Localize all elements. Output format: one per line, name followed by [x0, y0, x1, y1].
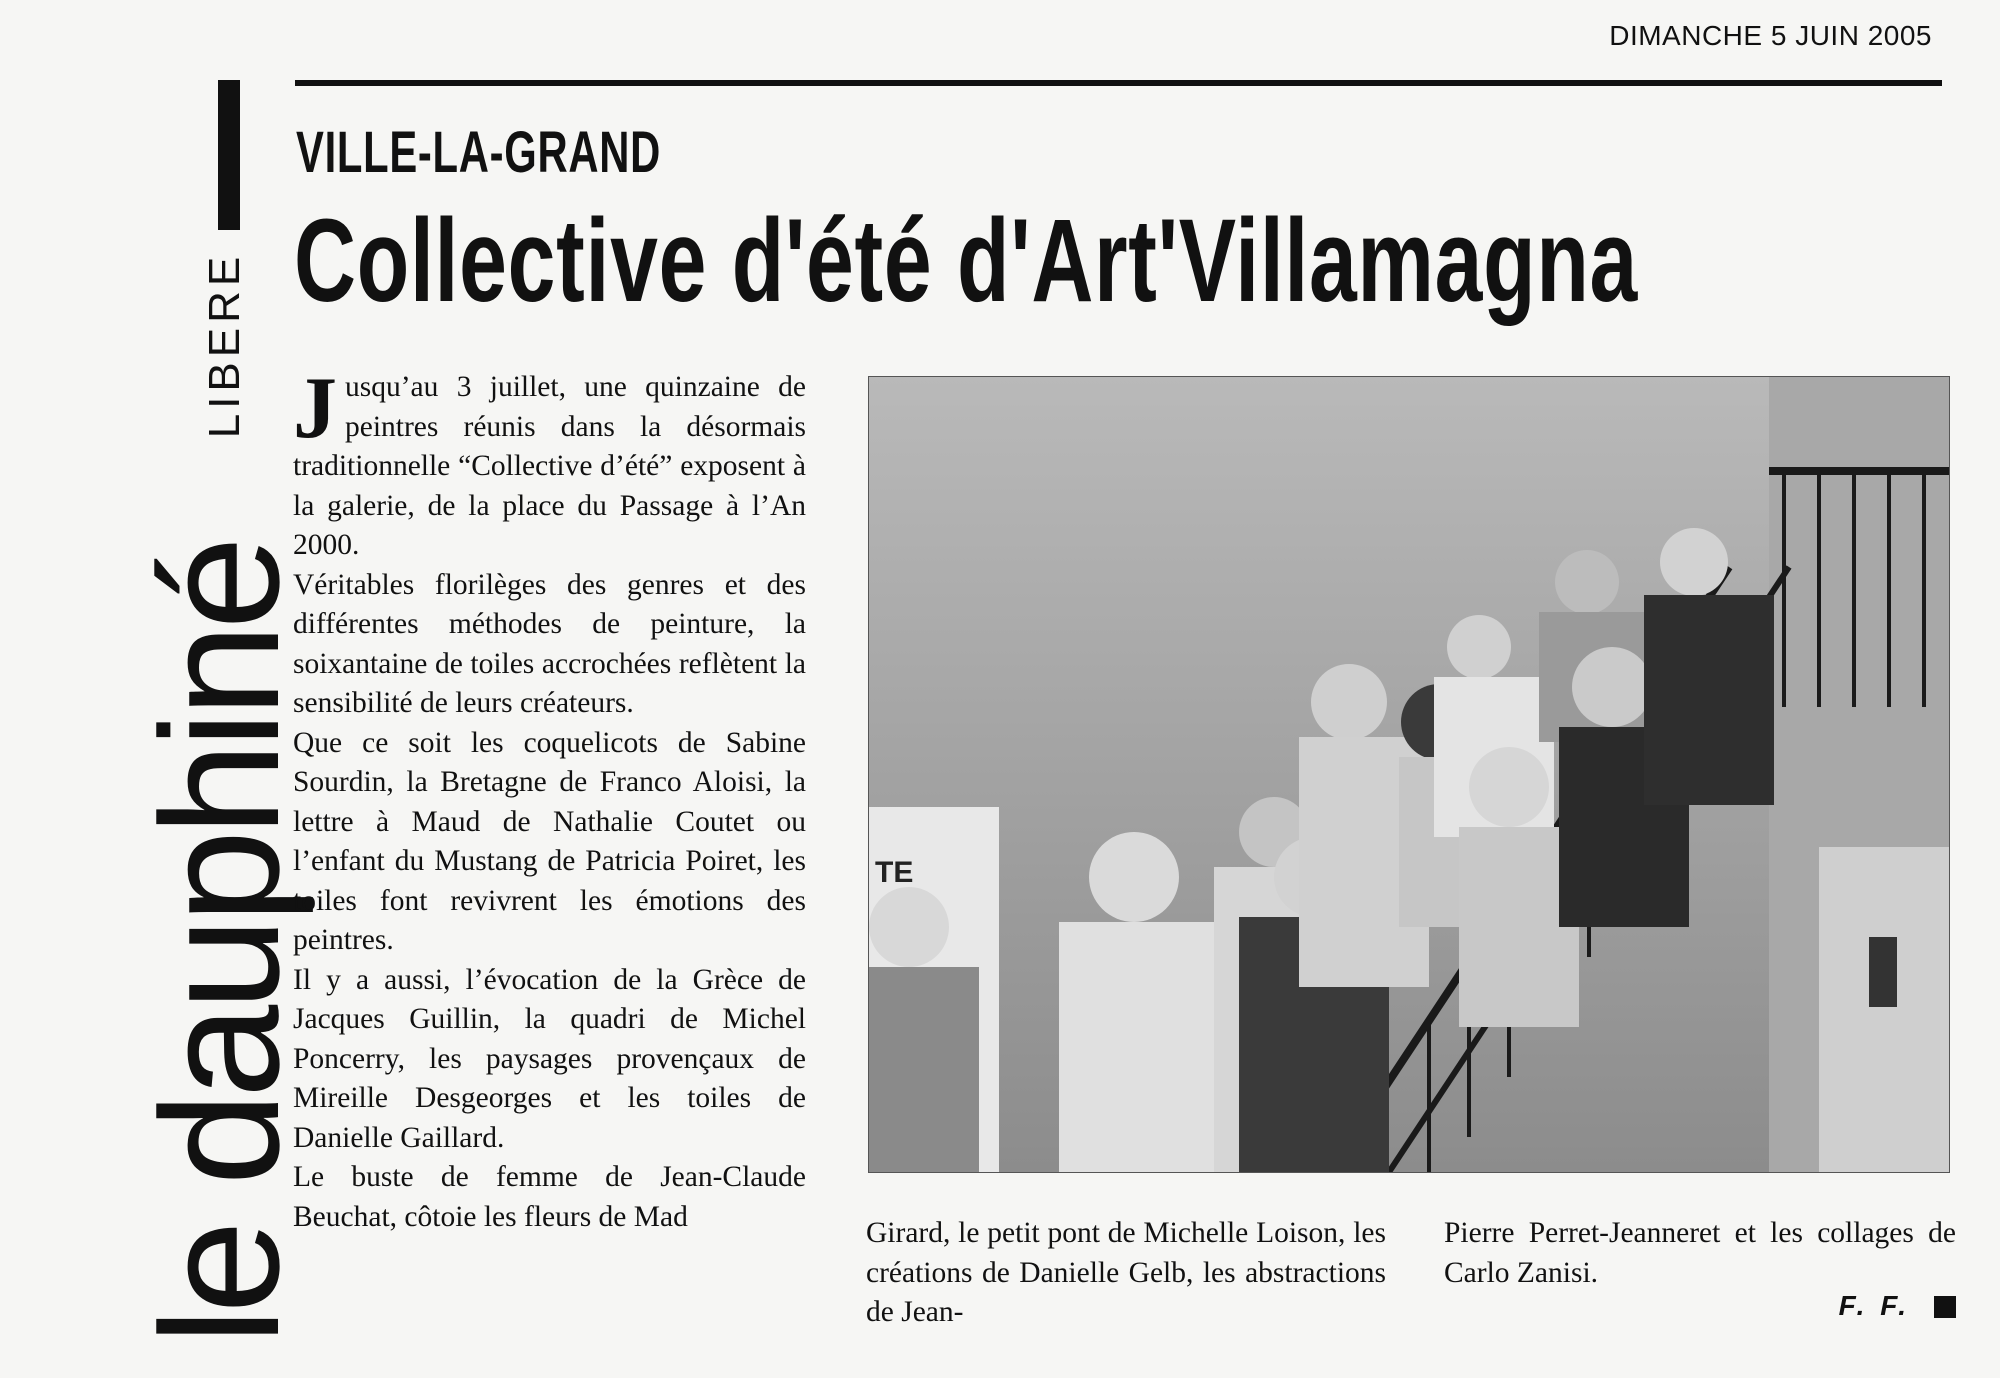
paragraph-4: Il y a aussi, l’évocation de la Grèce de Jacques Guillin, la quadri de Michel Poncerry, les paysages provençaux de Mireille Desgeorges et les toiles de Danielle Gaillard. [293, 963, 806, 1154]
paragraph-2: Véritables florilèges des genres et des différentes méthodes de peinture, la soixantaine de toiles accrochées reflètent la sensibilité de leurs créateurs. [293, 568, 806, 719]
article-column-2: Girard, le petit pont de Michelle Loison, les créations de Danielle Gelb, les abstractions de Jean- [866, 1217, 1386, 1328]
publication-date: DIMANCHE 5 JUIN 2005 [1609, 20, 1932, 51]
drop-cap: J [293, 360, 337, 457]
top-rule [295, 80, 1942, 86]
article-photo [868, 376, 1950, 1173]
article-headline: Collective d'été d'Art'Villamagna [294, 195, 1639, 327]
paragraph-1-text: usqu’au 3 juillet, une quinzaine de peintres réunis dans la désormais traditionnelle “Collective d’été” exposent à la galerie, de la place du Passage à l’An 2000. [293, 371, 806, 561]
article-column-1 [293, 360, 806, 1237]
masthead-subtitle: LIBERE [200, 251, 249, 439]
masthead-title: le dauphiné [126, 542, 314, 1345]
end-mark [1934, 1296, 1956, 1318]
author-signature: F. F. [1838, 1290, 1910, 1321]
photo-sign-text: TE [875, 856, 914, 889]
paragraph-5: Le buste de femme de Jean-Claude Beuchat, côtoie les fleurs de Mad [293, 1161, 806, 1233]
article-kicker: VILLE-LA-GRAND [296, 120, 662, 185]
article-column-3: Pierre Perret-Jeanneret et les collages de Carlo Zanisi. [1444, 1217, 1956, 1289]
group-photo-illustration [869, 377, 1949, 1172]
paragraph-3: Que ce soit les coquelicots de Sabine Sourdin, la Bretagne de Franco Aloisi, la lettre à Maud de Nathalie Coutet ou l’enfant du Mustang de Patricia Poiret, les toiles font revivrent les émotions des peintres. [293, 726, 806, 956]
paragraph-1 [293, 360, 806, 566]
